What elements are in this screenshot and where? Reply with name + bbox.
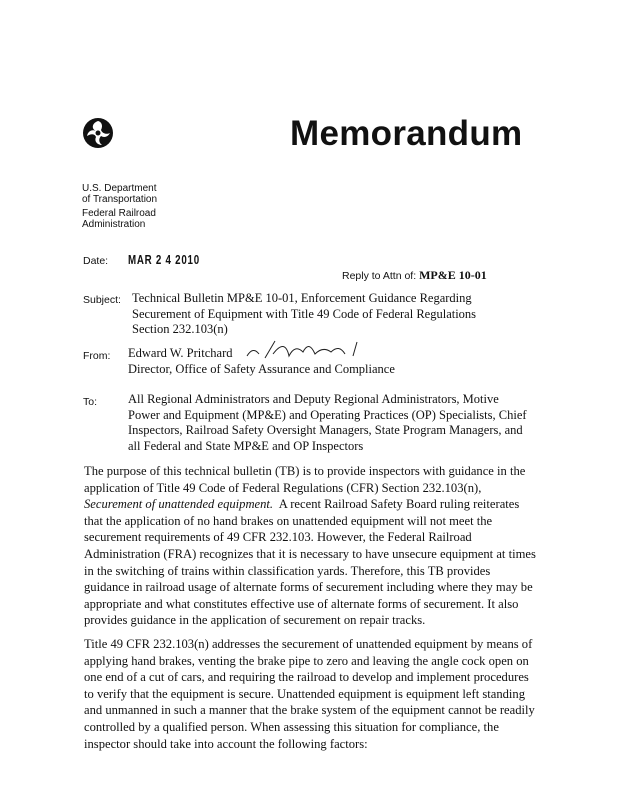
agency-line: Administration [82, 219, 146, 230]
body-line: provides guidance in the application of securement on repair tracks. [84, 613, 426, 628]
body-line: and unmanned in such a manner that the brake system of the equipment cannot be readily [84, 703, 535, 718]
paragraph-1 [84, 463, 536, 629]
agency-line: Federal Railroad [82, 208, 156, 219]
italic-heading: Securement of unattended equipment. [84, 497, 274, 512]
agency-line: U.S. Department [82, 183, 157, 194]
body-line: controlled by a qualified person. When assessing this situation for compliance, the [84, 719, 499, 734]
body-line: in the switching of trains within classification yards. Therefore, this TB provides [84, 563, 491, 578]
to-text [128, 392, 527, 454]
body-line: appropriate and what constitutes effective use of alternate forms of securement. It also [84, 596, 519, 611]
date-label: Date: [83, 255, 109, 267]
to-line: Inspectors, Railroad Safety Oversight Managers, State Program Managers, and [128, 423, 523, 437]
dot-logo-icon [82, 117, 114, 149]
subject-line: Securement of Equipment with Title 49 Code of Federal Regulations [132, 306, 477, 321]
reply-label: Reply to Attn of: [342, 270, 417, 282]
paragraph-2 [84, 636, 535, 752]
body-line: The purpose of this technical bulletin (TB) is to provide inspectors with guidance in the [84, 464, 526, 478]
body-line [84, 496, 536, 513]
body-line: one end of a cut of cars, and requiring the railroad to develop and implement procedures [84, 670, 529, 685]
body-line: inspector should take into account the following factors: [84, 736, 368, 751]
body-text: A recent Railroad Safety Board ruling reiterates [273, 497, 520, 512]
body-line: that the application of no hand brakes on unattended equipment will not meet the [84, 513, 493, 528]
body-line: applying hand brakes, venting the brake pipe to zero and leaving the angle cock open on [84, 653, 529, 668]
body-line: Title 49 CFR 232.103(n) addresses the securement of unattended equipment by means of [84, 637, 533, 651]
body-line: guidance in railroad usage of alternate forms of securement including where they may be [84, 580, 533, 595]
reply-to [342, 268, 487, 283]
to-line: All Regional Administrators and Deputy Regional Administrators, Motive [128, 392, 499, 406]
body-line: application of Title 49 Code of Federal Regulations (CFR) Section 232.103(n), [84, 480, 482, 495]
from-label: From: [83, 350, 111, 362]
reply-value: MP&E 10-01 [419, 268, 487, 282]
date-stamp: MAR 2 4 2010 [128, 252, 200, 267]
to-label: To: [83, 396, 98, 408]
sub-agency-name [82, 208, 156, 230]
body-line: to verify that the equipment is secure. Unattended equipment is equipment left standing [84, 686, 526, 701]
subject-line: Section 232.103(n) [132, 322, 228, 336]
body-line: securement requirements of 49 CFR 232.103. However, the Federal Railroad [84, 530, 472, 545]
from-line: Edward W. Pritchard [128, 346, 233, 360]
memo-title: Memorandum [290, 114, 523, 153]
subject-text [132, 291, 476, 338]
signature [245, 336, 385, 371]
agency-name [82, 183, 157, 205]
subject-label: Subject: [83, 294, 121, 306]
body-line: Administration (FRA) recognizes that it is necessary to have unsecure equipment at times [84, 546, 536, 561]
agency-line: of Transportation [82, 194, 158, 205]
to-line: all Federal and State MP&E and OP Inspectors [128, 438, 364, 453]
from-line: Director, Office of Safety Assurance and Compliance [128, 361, 395, 376]
subject-line: Technical Bulletin MP&E 10-01, Enforcement Guidance Regarding [132, 291, 472, 305]
to-line: Power and Equipment (MP&E) and Operating Practices (OP) Specialists, Chief [128, 407, 527, 422]
